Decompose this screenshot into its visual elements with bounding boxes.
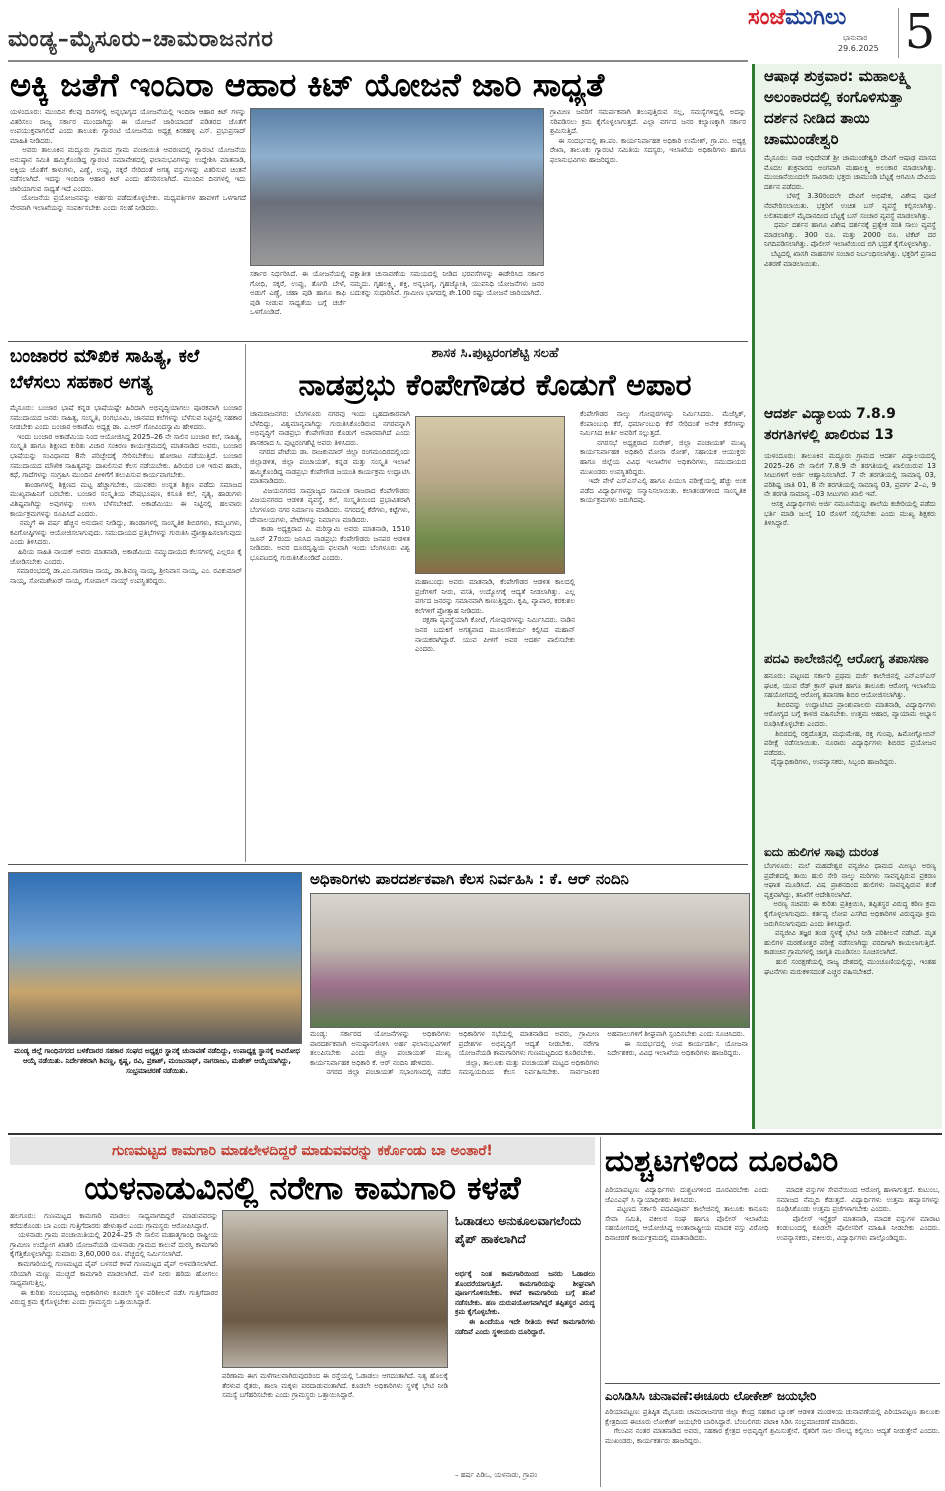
article-3-col1: ಚಾಮರಾಜನಗರ: ಬೆಂಗಳೂರು ನಗರವು ಇಂದು ಬೃಹದಾಕಾರವಾಗಿ ಬೆಳೆದಿದ್ದು, ವಿಶ್ವಮಾನ್ಯವಾಗಿದ್ದು ಗುರುತಿಸಿಕೊಂಡಿರುವ ನಗರವನ್ನಾಗಿ ಅಭಿವೃದ್ಧಿಗೆ ನಾಡಪ್ರಭು ಕೆಂಪೇಗೌಡರ ಕೊಡುಗೆ ಅಪಾರವಾಗಿದೆ ಎಂದು ಶಾಸಕರಾದ ಸಿ. ಪುಟ್ಟರಂಗಶೆಟ್ಟಿ ಅವರು ತಿಳಿಸಿದರು. ನಗರದ ಪೇಟೆಯ ಡಾ. ರಾಜಕುಮಾರ್ ಜಿಲ್ಲಾ ರಂಗಮಂದಿರದಲ್ಲಿಂದು ಜಿಲ್ಲಾಡಳಿತ, ಜಿಲ್ಲಾ ಪಂಚಾಯತ್, ಕನ್ನಡ ಮತ್ತು ಸಂಸ್ಕೃತಿ ಇಲಾಖೆ ಹಮ್ಮಿಕೊಂಡಿದ್ದ ನಾಡಪ್ರಭು ಕೆಂಪೇಗೌಡ ಜಯಂತಿ ಕಾರ್ಯಕ್ರಮ ಉದ್ಘಾಟಿಸಿ ಮಾತನಾಡಿದರು. ವಿಜಯನಗರದ ಸಾಮ್ರಾಜ್ಯದ ಸಾಮಂತ ರಾಜರಾದ ಕೆಂಪೇಗೌಡರು ವಿಜಯನಗರದ ಆಡಳಿತ ವ್ಯವಸ್ಥೆ, ಕಲೆ, ಸಂಸ್ಕೃತಿಯಿಂದ ಪ್ರಭಾವಿತರಾಗಿ ಬೆಂಗಳೂರು ನಗರ ನಿರ್ಮಾಣ ಮಾಡಿದರು. ನಗರದಲ್ಲಿ ಕೆರೆಗಳು, ಕಟ್ಟೆಗಳು, ದೇವಾಲಯಗಳು, ಪೇಟೆಗಳನ್ನು ನಿರ್ಮಾಣ ಮಾಡಿದರು. ಕಾಡಾ ಅಧ್ಯಕ್ಷರಾದ ಪಿ. ಮರಿಸ್ವಾಮಿ ಅವರು ಮಾತನಾಡಿ, 1510 ಜೂನ್ 27ರಂದು ಜನಿಸಿದ ನಾಡಪ್ರಭು ಕೆಂಪೇಗೌಡರು ಜನಪರ ಆಡಳಿತ ನೀಡಿದರು. ಅವರ ದೂರದೃಷ್ಟಿಯ ಫಲವಾಗಿ ಇಂದು ಬೆಂಗಳೂರು ವಿಶ್ವ ಭೂಪಟದಲ್ಲಿ ಗುರುತಿಸಿಕೊಂಡಿದೆ ಎಂದರು. <box>250 410 410 562</box>
header-divider <box>8 60 748 62</box>
column-divider <box>245 344 246 862</box>
article-3-col3: ಕೆಂಪೇಗೌಡರ ನಾಲ್ಕು ಗೋಪುರಗಳನ್ನು ನಿರ್ಮಿಸಿದರು. ಮೆಜೆಸ್ಟಿಕ್, ಕೆಂಪಾಂಬುಧಿ ಕೆರೆ, ಧರ್ಮಾಂಬುಧಿ ಕೆರೆ ಸೇರಿದಂತೆ ಅನೇಕ ಕೆರೆಗಳನ್ನು ನಿರ್ಮಿಸಿದ ಕೀರ್ತಿ ಅವರಿಗೆ ಸಲ್ಲುತ್ತದೆ. ನಗರಸಭೆ ಅಧ್ಯಕ್ಷರಾದ ಸುರೇಶ್, ಜಿಲ್ಲಾ ಪಂಚಾಯತ್ ಮುಖ್ಯ ಕಾರ್ಯನಿರ್ವಾಹಕ ಅಧಿಕಾರಿ ಮೋನಾ ರೋತ್, ಸಹಾಯಕ ಆಯುಕ್ತರು ಹಾಗೂ ಜಿಲ್ಲೆಯ ವಿವಿಧ ಇಲಾಖೆಗಳ ಅಧಿಕಾರಿಗಳು, ಸಮುದಾಯದ ಮುಖಂಡರು ಉಪಸ್ಥಿತರಿದ್ದರು. ಇದೇ ವೇಳೆ ಎಸ್ಎಸ್ಎಲ್ಸಿ ಹಾಗೂ ಪಿಯುಸಿ ಪರೀಕ್ಷೆಯಲ್ಲಿ ಹೆಚ್ಚು ಅಂಕ ಪಡೆದ ವಿದ್ಯಾರ್ಥಿಗಳನ್ನು ಸನ್ಮಾನಿಸಲಾಯಿತು. ಕಲಾತಂಡಗಳಿಂದ ಸಾಂಸ್ಕೃತಿಕ ಕಾರ್ಯಕ್ರಮಗಳು ಜರುಗಿದವು. <box>580 410 746 505</box>
rail-story-4-headline: ಐದು ಹುಲಿಗಳ ಸಾವು ದುರಂತ <box>764 845 879 859</box>
article-5-banner: ಗುಣಮಟ್ಟದ ಕಾಮಗಾರಿ ಮಾಡಲೇಳದಿದ್ದರೆ ಮಾಡುವವರನ್ನು ಕರ್ಕೊಂಡು ಬಾ ಅಂತಾರೆ! <box>10 1137 595 1165</box>
article-2-body: ಮೈಸೂರು: ಬಂಜಾರ ಭಾಷೆ ಕನ್ನಡ ಭಾಷೆಯಷ್ಟೇ ಹಿರಿದಾಗಿ ಅಭಿವೃದ್ಧಿಯಾಗಲು ಪೂರಕವಾಗಿ ಬಂಜಾರ ಸಮುದಾಯದ ಜನರು ಸಾಹಿತ್ಯ, ಸಂಸ್ಕೃತಿ, ರಂಗಭೂಮಿ, ಜಾನಪದ ಕಲೆಗಳನ್ನು ಬೆಳೆಸುವ ನಿಟ್ಟಿನಲ್ಲಿ ಸಹಕಾರ ನೀಡಬೇಕು ಎಂದು ಬಂಜಾರ ಅಕಾಡೆಮಿ ಅಧ್ಯಕ್ಷ ಡಾ. ಎ.ಆರ್ ಗೋವಿಂದಸ್ವಾಮಿ ಹೇಳಿದರು. ಇಂದು ಬಂಜಾರ ಅಕಾಡೆಮಿಯ ನಿಂದ ಆಯೋಜಿಸಿದ್ದ 2025–26 ನೇ ಸಾಲಿನ ಬಂಜಾರ ಕಲೆ, ಸಾಹಿತ್ಯ, ಸಂಸ್ಕೃತಿ ಹಾಗೂ ಶಿಕ್ಷಣದ ಕುರಿತು ವಿಚಾರ ಸಂಕಿರಣ ಕಾರ್ಯಕ್ರಮದಲ್ಲಿ ಮಾತನಾಡಿದ ಅವರು, ಬಂಜಾರ ಭಾಷೆಯನ್ನು ಸಂವಿಧಾನದ 8ನೇ ಪರಿಚ್ಛೇದಕ್ಕೆ ಸೇರಿಸಬೇಕೆಂಬ ಹೋರಾಟ ನಡೆಯುತ್ತಿದೆ. ಬಂಜಾರ ಸಮುದಾಯದ ಮೌಖಿಕ ಸಾಹಿತ್ಯವನ್ನು ದಾಖಲಿಸುವ ಕೆಲಸ ನಡೆಯಬೇಕು. ಹಿರಿಯರ ಬಳಿ ಇರುವ ಹಾಡು, ಕಥೆ, ಗಾದೆಗಳನ್ನು ಸಂಗ್ರಹಿಸಿ ಮುಂದಿನ ಪೀಳಿಗೆಗೆ ತಲುಪಿಸುವ ಕಾರ್ಯವಾಗಬೇಕು. ತಾಂಡಾಗಳಲ್ಲಿ ಶಿಕ್ಷಣದ ಮಟ್ಟ ಹೆಚ್ಚಾಗಬೇಕು, ಯುವಕರು ಉನ್ನತ ಶಿಕ್ಷಣ ಪಡೆದು ಸಮಾಜದ ಮುಖ್ಯವಾಹಿನಿಗೆ ಬರಬೇಕು. ಬಂಜಾರ ಸಂಸ್ಕೃತಿಯ ವೇಷಭೂಷಣ, ಕಸೂತಿ ಕಲೆ, ನೃತ್ಯ, ಹಾಡುಗಳು ವಿಶಿಷ್ಟವಾಗಿದ್ದು ಅವುಗಳನ್ನು ಉಳಿಸಿ ಬೆಳೆಸಬೇಕಿದೆ. ಅಕಾಡೆಮಿಯು ಈ ನಿಟ್ಟಿನಲ್ಲಿ ಹಲವಾರು ಕಾರ್ಯಕ್ರಮಗಳನ್ನು ರೂಪಿಸಿದೆ ಎಂದರು. ನಮ್ಮಗೆ ಈ ವರ್ಷ ಹೆಚ್ಚಿನ ಅನುದಾನ ನೀಡಿದ್ದು, ತಾಂಡಾಗಳಲ್ಲಿ ಸಾಂಸ್ಕೃತಿಕ ಶಿಬಿರಗಳು, ಕಮ್ಮಟಗಳು, ಕವಿಗೋಷ್ಠಿಗಳನ್ನು ಆಯೋಜಿಸಲಾಗುವುದು. ಸಮುದಾಯದ ಪ್ರತಿಭೆಗಳನ್ನು ಗುರುತಿಸಿ ಪ್ರೋತ್ಸಾಹಿಸಲಾಗುವುದು ಎಂದು ತಿಳಿಸಿದರು. ಹಿರಿಯ ಸಾಹಿತಿ ನಾಯಕ್ ಅವರು ಮಾತನಾಡಿ, ಅಕಾಡೆಮಿಯ ನಮ್ಮುದಾಯದ ಕೆಲಸಗಳಲ್ಲಿ ಎಲ್ಲರೂ ಕೈ ಜೋಡಿಸಬೇಕು ಎಂದರು. ಸಮಾರಂಭದಲ್ಲಿ ಡಾ.ಎಂ.ನಾಗರಾಜ ನಾಯ್ಕ, ಡಾ.ಶಿವಣ್ಣ ನಾಯ್ಕ, ಶ್ರೀನಿವಾಸ ನಾಯ್ಕ, ಎಂ. ರವಿಕುಮಾರ್ ನಾಯ್ಕ, ಸೋಮಶೇಖರ್ ನಾಯ್ಕ, ಗೋಪಾಲ್ ನಾಯ್ಕ್ ಉಪಸ್ಥಿತರಿದ್ದರು. <box>10 404 242 585</box>
section-title: ಮಂಡ್ಯ–ಮೈಸೂರು–ಚಾಮರಾಜನಗರ <box>8 26 274 52</box>
article-3-photo <box>415 416 565 574</box>
page-number: 5 <box>904 4 936 60</box>
election-photo-caption: ಮಂಡ್ಯ ಜಿಲ್ಲೆ ಗಾಂಧಿನಗರದ ಬಳಕೆದಾರರ ಸಹಕಾರ ಸಂಘದ ಅಧ್ಯಕ್ಷರ ಸ್ಥಾನಕ್ಕೆ ಚುನಾವಣೆ ನಡೆದಿದ್ದು, ಉಪಾಧ್ಯಕ್ಷ ಸ್ಥಾನಕ್ಕೆ ಅವಿರೋಧ ಆಯ್ಕೆ ನಡೆಯಿತು. ನಿರ್ದೇಶಕರಾಗಿ ಶಿವಣ್ಣ, ಕೃಷ್ಣ, ರವಿ, ಪ್ರಕಾಶ್, ಮಂಜುನಾಥ್, ನಾಗರಾಜು, ಮಹೇಶ್ ಆಯ್ಕೆಯಾಗಿದ್ದು, ಸಂಭ್ರಮಾಚರಣೆ ನಡೆಯಿತು. <box>14 1047 300 1075</box>
divider <box>605 1383 940 1384</box>
article-6-body: ಪಿರಿಯಾಪಟ್ಟಣ: ವಿದ್ಯಾರ್ಥಿಗಳು ದುಶ್ಚಟಗಳಿಂದ ದೂರವಿರಬೇಕು ಎಂದು ಜೆಎಂಎಫ್ ಸಿ ನ್ಯಾಯಾಧೀಶರು ತಿಳಿಸಿದರು. ಪಟ್ಟಣದ ಸರ್ಕಾರಿ ಪದವಿಪೂರ್ವ ಕಾಲೇಜಿನಲ್ಲಿ ತಾಲೂಕು ಕಾನೂನು ಸೇವಾ ಸಮಿತಿ, ವಕೀಲರ ಸಂಘ ಹಾಗೂ ಪೊಲೀಸ್ ಇಲಾಖೆಯ ಸಹಯೋಗದಲ್ಲಿ ಆಯೋಜಿಸಿದ್ದ ಅಂತಾರಾಷ್ಟ್ರೀಯ ಮಾದಕ ವಸ್ತು ವಿರೋಧಿ ದಿನಾಚರಣೆ ಕಾರ್ಯಕ್ರಮದಲ್ಲಿ ಮಾತನಾಡಿದರು. ಮಾದಕ ವಸ್ತುಗಳ ಸೇವನೆಯಿಂದ ಆರೋಗ್ಯ ಹಾಳಾಗುತ್ತದೆ. ಕುಟುಂಬ, ಸಮಾಜದ ನೆಮ್ಮದಿ ಕೆಡುತ್ತದೆ. ವಿದ್ಯಾರ್ಥಿಗಳು ಉತ್ತಮ ಹವ್ಯಾಸಗಳನ್ನು ರೂಢಿಸಿಕೊಂಡು ಉತ್ತಮ ಪ್ರಜೆಗಳಾಗಬೇಕು ಎಂದರು. ಪೊಲೀಸ್ ಇನ್ಸ್ಪೆಕ್ಟರ್ ಮಾತನಾಡಿ, ಮಾದಕ ವಸ್ತುಗಳ ಮಾರಾಟ ಕಂಡುಬಂದಲ್ಲಿ ಕೂಡಲೇ ಪೊಲೀಸರಿಗೆ ಮಾಹಿತಿ ನೀಡಬೇಕು ಎಂದರು. ಉಪನ್ಯಾಸಕರು, ವಕೀಲರು, ವಿದ್ಯಾರ್ಥಿಗಳು ಪಾಲ್ಗೊಂಡಿದ್ದರು. <box>605 1186 940 1242</box>
article-4-headline: ಅಧಿಕಾರಿಗಳು ಪಾರದರ್ಶಕವಾಗಿ ಕೆಲಸ ನಿರ್ವಹಿಸಿ : ಕೆ. ಆರ್ ನಂದಿನಿ <box>310 870 629 888</box>
rail-story-1-body: ಮೈಸೂರು: ನಾಡ ಅಧಿದೇವತೆ ಶ್ರೀ ಚಾಮುಂಡೇಶ್ವರಿ ದೇವಿಗೆ ಆಷಾಢ ಮಾಸದ ಮೊದಲ ಶುಕ್ರವಾರದ ಅಂಗವಾಗಿ ಮಹಾಲಕ್ಷ್ಮಿ ಅಲಂಕಾರ ಮಾಡಲಾಗಿತ್ತು. ಮುಂಜಾನೆಯಿಂದಲೇ ಸಾವಿರಾರು ಭಕ್ತರು ಚಾಮುಂಡಿ ಬೆಟ್ಟಕ್ಕೆ ಆಗಮಿಸಿ ದೇವಿಯ ದರ್ಶನ ಪಡೆದರು. ಬೆಳಗ್ಗೆ 3.30ರಿಂದಲೇ ದೇವಿಗೆ ಅಭಿಷೇಕ, ವಿಶೇಷ ಪೂಜೆ ನೆರವೇರಿಸಲಾಯಿತು. ಭಕ್ತರಿಗೆ ಉಚಿತ ಬಸ್ ವ್ಯವಸ್ಥೆ ಕಲ್ಪಿಸಲಾಗಿತ್ತು. ಲಲಿತಮಹಲ್ ಮೈದಾನದಿಂದ ಬೆಟ್ಟಕ್ಕೆ ಬಸ್ ಸಂಚಾರ ವ್ಯವಸ್ಥೆ ಮಾಡಲಾಗಿತ್ತು. ಧರ್ಮ ದರ್ಶನ ಹಾಗೂ ವಿಶೇಷ ದರ್ಶನಕ್ಕೆ ಪ್ರತ್ಯೇಕ ಸರತಿ ಸಾಲು ವ್ಯವಸ್ಥೆ ಮಾಡಲಾಗಿತ್ತು. 300 ರೂ. ಮತ್ತು 2000 ರೂ. ಟಿಕೆಟ್ ದರ ನಿಗದಿಪಡಿಸಲಾಗಿತ್ತು. ಪೊಲೀಸ್ ಇಲಾಖೆಯಿಂದ ಬಿಗಿ ಭದ್ರತೆ ಕೈಗೊಳ್ಳಲಾಗಿತ್ತು. ಬೆಟ್ಟದಲ್ಲಿ ಖಾಸಗಿ ವಾಹನಗಳ ಸಂಚಾರ ನಿರ್ಬಂಧಿಸಲಾಗಿತ್ತು. ಭಕ್ತರಿಗೆ ಪ್ರಸಾದ ವಿತರಣೆ ಮಾಡಲಾಯಿತು. <box>764 154 936 268</box>
article-5-sidebar-body: ಅರ್ಧಕ್ಕೆ ನಿಂತ ಕಾಮಗಾರಿಯಿಂದ ಜನರು ಓಡಾಡಲು ತೊಂದರೆಯಾಗುತ್ತಿದೆ. ಕಾಮಗಾರಿಯನ್ನು ಶೀಘ್ರವಾಗಿ ಪೂರ್ಣಗೊಳಿಸಬೇಕು. ಕಳಪೆ ಕಾಮಗಾರಿಯ ಬಗ್ಗೆ ತನಿಖೆ ನಡೆಸಬೇಕು. ಹಣ ದುರುಪಯೋಗವಾಗಿದ್ದರೆ ತಪ್ಪಿತಸ್ಥರ ವಿರುದ್ಧ ಕ್ರಮ ಕೈಗೊಳ್ಳಬೇಕು. ಈ ಹಿಂದೆಯೂ ಇದೇ ರೀತಿಯ ಕಳಪೆ ಕಾಮಗಾರಿಗಳು ನಡೆದಿವೆ ಎಂದು ಸ್ಥಳೀಯರು ದೂರಿದ್ದಾರೆ. <box>455 1270 595 1336</box>
article-5-headline: ಯಳನಾಡುವಿನಲ್ಲಿ ನರೇಗಾ ಕಾಮಗಾರಿ ಕಳಪೆ <box>84 1169 521 1207</box>
divider <box>8 341 748 342</box>
article-6-headline: ದುಶ್ಚಟಗಳಿಂದ ದೂರವಿರಿ <box>605 1144 839 1179</box>
masthead-logo-part2: ಮುಗಿಲು <box>785 4 847 30</box>
rail-story-1-headline: ಆಷಾಢ ಶುಕ್ರವಾರ: ಮಹಾಲಕ್ಷ್ಮಿ ಅಲಂಕಾರದಲ್ಲಿ ಕಂಗೊಳಿಸುತ್ತಾ ದರ್ಶನ ನೀಡಿದ ತಾಯಿ ಚಾಮುಂಡೇಶ್ವರಿ <box>764 67 912 148</box>
article-5-sidebar-signature: – ಹರ್ಷ ಪಿಡಿಒ, ಯಳನಾಡು, ಗ್ರಾಪಂ <box>455 1471 538 1479</box>
article-1-col4: ಗ್ರಾಮೀಣ ಜನರಿಗೆ ಸಮರ್ಪಕವಾಗಿ ತಲುಪುತ್ತಿರುವ ಸಲ್ಲ, ಸಮಸ್ಯೆಗಳಿದ್ದಲ್ಲಿ ಅದನ್ನು ಸರಿಪಡಿಸಲು ಕ್ರಮ ಕೈಗೊಳ್ಳಲಾಗುತ್ತದೆ. ಎಲ್ಲಾ ವರ್ಗದ ಜನರ ಕಲ್ಯಾಣಕ್ಕಾಗಿ ಸರ್ಕಾರ ಶ್ರಮಿಸುತ್ತಿದೆ. ಈ ಸಂದರ್ಭದಲ್ಲಿ ಶಾ.ಪಂ. ಕಾರ್ಯನಿರ್ವಾಹಕ ಅಧಿಕಾರಿ ಉಮೇಶ್, ಗ್ರಾ.ಪಂ. ಅಧ್ಯಕ್ಷ ರೇಖಾ, ತಾಲೂಕು ಗ್ಯಾರಂಟಿ ಸಮಿತಿಯ ಸದಸ್ಯರು, ಇಲಾಖೆಯ ಅಧಿಕಾರಿಗಳು ಹಾಗೂ ಫಲಾನುಭವಿಗಳು ಹಾಜರಿದ್ದರು. <box>550 108 746 164</box>
masthead-divider <box>898 8 899 58</box>
article-4-photo <box>310 893 750 1028</box>
masthead-logo <box>748 4 898 34</box>
article-5-col1: ಹಲಗೂರು: ಗುಣಮಟ್ಟದ ಕಾಮಗಾರಿ ಮಾಡಲು ಸಾಧ್ಯವಾಗದಿದ್ದರೆ ಮಾಡುವವರನ್ನು ಕರೆದುಕೊಂಡು ಬಾ ಎಂದು ಗುತ್ತಿಗೆದಾರರು ಹೇಳುತ್ತಾರೆ ಎಂದು ಗ್ರಾಮಸ್ಥರು ಆರೋಪಿಸಿದ್ದಾರೆ. ಯಳನಾಡು ಗ್ರಾಮ ಪಂಚಾಯಿತಿಯಲ್ಲಿ 2024–25 ನೇ ಸಾಲಿನ ಮಹಾತ್ಮಗಾಂಧಿ ರಾಷ್ಟ್ರೀಯ ಗ್ರಾಮೀಣ ಉದ್ಯೋಗ ಖಾತರಿ ಯೋಜನೆಯಡಿ ಯಳನಾಡು ಗ್ರಾಮದ ಕಾಲುವೆ ದುರಸ್ತಿ ಕಾಮಗಾರಿ ಕೈಗೆತ್ತಿಕೊಳ್ಳಲಾಗಿದ್ದು ಸುಮಾರು 3,60,000 ರೂ. ವೆಚ್ಚದಲ್ಲಿ ನಿರ್ಮಿಸಲಾಗಿದೆ. ಕಾಮಗಾರಿಯಲ್ಲಿ ಗುಣಮಟ್ಟದ ಪೈಪ್ ಬಳಸದೆ ಕಳಪೆ ಗುಣಮಟ್ಟದ ಪೈಪ್ ಅಳವಡಿಸಲಾಗಿದೆ. ಸರಿಯಾಗಿ ಮಣ್ಣು ಮುಚ್ಚದೆ ಕಾಮಗಾರಿ ಮಾಡಲಾಗಿದೆ. ಮಳೆ ನೀರು ಹರಿದು ಹೋಗಲು ಸಾಧ್ಯವಾಗುತ್ತಿಲ್ಲ. ಈ ಕುರಿತು ಸಂಬಂಧಪಟ್ಟ ಅಧಿಕಾರಿಗಳು ಕೂಡಲೇ ಸ್ಥಳ ಪರಿಶೀಲನೆ ನಡೆಸಿ ಗುತ್ತಿಗೆದಾರರ ವಿರುದ್ಧ ಕ್ರಮ ಕೈಗೊಳ್ಳಬೇಕು ಎಂದು ಗ್ರಾಮಸ್ಥರು ಒತ್ತಾಯಿಸಿದ್ದಾರೆ. <box>10 1212 218 1307</box>
article-5-col3: ಪರಿಣಾಮ ಈಗ ಮಳೆಗಾಲವಾಗಿರುವುದರಿಂದ ಈ ರಸ್ತೆಯಲ್ಲಿ ಓಡಾಡಲು ಆಗದಂತಾಗಿದೆ. ನಿತ್ಯ ಹೊಲಕ್ಕೆ ತೆರಳುವ ರೈತರು, ಶಾಲಾ ಮಕ್ಕಳು ಪರದಾಡುವಂತಾಗಿದೆ. ಕೂಡಲೇ ಅಧಿಕಾರಿಗಳು ಸ್ಥಳಕ್ಕೆ ಭೇಟಿ ನೀಡಿ ಸಮಸ್ಯೆ ಬಗೆಹರಿಸಬೇಕು ಎಂದು ಗ್ರಾಮಸ್ಥರು ಒತ್ತಾಯಿಸಿದ್ದಾರೆ. <box>222 1372 448 1400</box>
article-3-headline: ನಾಡಪ್ರಭು ಕೆಂಪೇಗೌಡರ ಕೊಡುಗೆ ಅಪಾರ <box>298 368 692 403</box>
rail-story-4-body: ಬೆಂಗಳೂರು: ಮಲೆ ಮಹದೇಶ್ವರ ವನ್ಯಜೀವಿ ಧಾಮದ ಮೀಣ್ಯಂ ಅರಣ್ಯ ಪ್ರದೇಶದಲ್ಲಿ ತಾಯಿ ಹುಲಿ ಸೇರಿ ನಾಲ್ಕು ಮರಿಗಳು ಸಾವನ್ನಪ್ಪಿರುವ ಪ್ರಕರಣ ಆಘಾತ ಮೂಡಿಸಿದೆ. ವಿಷ ಪ್ರಾಶನದಿಂದ ಹುಲಿಗಳು ಸಾವನ್ನಪ್ಪಿರುವ ಶಂಕೆ ವ್ಯಕ್ತವಾಗಿದ್ದು, ತನಿಖೆಗೆ ಆದೇಶಿಸಲಾಗಿದೆ. ಅರಣ್ಯ ಸಚಿವರು ಈ ಕುರಿತು ಪ್ರತಿಕ್ರಿಯಿಸಿ, ತಪ್ಪಿತಸ್ಥರ ವಿರುದ್ಧ ಕಠಿಣ ಕ್ರಮ ಕೈಗೊಳ್ಳಲಾಗುವುದು. ಕರ್ತವ್ಯ ಲೋಪ ಎಸಗಿದ ಅಧಿಕಾರಿಗಳ ವಿರುದ್ಧವೂ ಕ್ರಮ ಜರುಗಿಸಲಾಗುವುದು ಎಂದು ತಿಳಿಸಿದ್ದಾರೆ. ವನ್ಯಜೀವಿ ತಜ್ಞರ ತಂಡ ಸ್ಥಳಕ್ಕೆ ಭೇಟಿ ನೀಡಿ ಪರಿಶೀಲನೆ ನಡೆಸಿದೆ. ಮೃತ ಹುಲಿಗಳ ಮರಣೋತ್ತರ ಪರೀಕ್ಷೆ ನಡೆಸಲಾಗಿದ್ದು ವರದಿಗಾಗಿ ಕಾಯಲಾಗುತ್ತಿದೆ. ಕಾಡಂಚಿನ ಗ್ರಾಮಗಳಲ್ಲಿ ಜಾಗೃತಿ ಮೂಡಿಸಲು ಸೂಚಿಸಲಾಗಿದೆ. ಹುಲಿ ಸಂರಕ್ಷಣೆಯಲ್ಲಿ ರಾಜ್ಯ ದೇಶದಲ್ಲಿ ಮುಂಚೂಣಿಯಲ್ಲಿದ್ದು, ಇಂತಹ ಘಟನೆಗಳು ಮರುಕಳಿಸದಂತೆ ಎಚ್ಚರ ವಹಿಸಬೇಕಿದೆ. <box>764 862 936 976</box>
column-divider <box>600 1137 601 1487</box>
article-3-col2: ಮಹಾಬಂಧು ಅವರು ಮಾತನಾಡಿ, ಕೆಂಪೇಗೌಡರ ಆಡಳಿತ ಕಾಲದಲ್ಲಿ ಪ್ರಜೆಗಳಿಗೆ ನೀರು, ವಸತಿ, ಉದ್ಯೋಗಕ್ಕೆ ಆದ್ಯತೆ ನೀಡಲಾಗಿತ್ತು. ಎಲ್ಲ ವರ್ಗದ ಜನರನ್ನು ಸಮಾನವಾಗಿ ಕಾಣುತ್ತಿದ್ದರು. ಕೃಷಿ, ವ್ಯಾಪಾರ, ಕರಕುಶಲ ಕಲೆಗಳಿಗೆ ಪ್ರೋತ್ಸಾಹ ನೀಡಿದರು. ರಕ್ಷಣಾ ವ್ಯವಸ್ಥೆಯಾಗಿ ಕೋಟೆ, ಗೋಪುರಗಳನ್ನು ನಿರ್ಮಿಸಿದರು. ನಾಡಿನ ಜನರ ಬದುಕಿಗೆ ಅಗತ್ಯವಾದ ಮೂಲಸೌಕರ್ಯ ಕಲ್ಪಿಸಿದ ಮಹಾನ್ ನಾಯಕರಾಗಿದ್ದಾರೆ. ಯುವ ಪೀಳಿಗೆ ಅವರ ಆದರ್ಶ ಪಾಲಿಸಬೇಕು ಎಂದರು. <box>415 578 575 654</box>
rail-story-2-headline: ಆದರ್ಶ ವಿದ್ಯಾಲಯ 7.8.9 ತರಗತಿಗಳಲ್ಲಿ ಖಾಲಿರುವ 13 <box>764 406 896 443</box>
masthead <box>748 4 898 60</box>
article-7-headline: ಎಂಸಿಡಿಸಿಸಿ ಚುನಾವಣೆ:ಈಚೂರು ಲೋಕೇಶ್ ಜಯಭೇರಿ <box>605 1389 817 1403</box>
masthead-date: 29.6.2025 <box>838 44 879 53</box>
masthead-logo-part1: ಸಂಜೆ <box>748 4 786 30</box>
masthead-day: ಭಾನುವಾರ <box>843 34 868 42</box>
article-1-photo <box>250 108 544 266</box>
article-5-sidebar-headline: ಓಡಾಡಲು ಅನುಕೂಲವಾಗಲೆಂದು ಪೈಪ್ ಹಾಕಲಾಗಿದೆ <box>455 1214 582 1246</box>
article-5-photo <box>222 1210 448 1368</box>
rail-story-3-body: ಹನೂರು: ಪಟ್ಟಣದ ಸರ್ಕಾರಿ ಪ್ರಥಮ ದರ್ಜೆ ಕಾಲೇಜಿನಲ್ಲಿ ಎನ್ಎಸ್ಎಸ್ ಘಟಕ, ಯುವ ರೆಡ್ ಕ್ರಾಸ್ ಘಟಕ ಹಾಗೂ ತಾಲೂಕು ಆರೋಗ್ಯ ಇಲಾಖೆಯ ಸಹಯೋಗದಲ್ಲಿ ಆರೋಗ್ಯ ತಪಾಸಣಾ ಶಿಬಿರ ಆಯೋಜಿಸಲಾಗಿತ್ತು. ಶಿಬಿರವನ್ನು ಉದ್ಘಾಟಿಸಿದ ಪ್ರಾಂಶುಪಾಲರು ಮಾತನಾಡಿ, ವಿದ್ಯಾರ್ಥಿಗಳು ಆರೋಗ್ಯದ ಬಗ್ಗೆ ಕಾಳಜಿ ವಹಿಸಬೇಕು. ಉತ್ತಮ ಆಹಾರ, ವ್ಯಾಯಾಮ ಅಭ್ಯಾಸ ರೂಢಿಸಿಕೊಳ್ಳಬೇಕು ಎಂದರು. ಶಿಬಿರದಲ್ಲಿ ರಕ್ತದೊತ್ತಡ, ಮಧುಮೇಹ, ರಕ್ತ ಗುಂಪು, ಹಿಮೋಗ್ಲೋಬಿನ್ ಪರೀಕ್ಷೆ ನಡೆಸಲಾಯಿತು. ನೂರಾರು ವಿದ್ಯಾರ್ಥಿಗಳು ಶಿಬಿರದ ಪ್ರಯೋಜನ ಪಡೆದರು. ವೈದ್ಯಾಧಿಕಾರಿಗಳು, ಉಪನ್ಯಾಸಕರು, ಸಿಬ್ಬಂದಿ ಹಾಜರಿದ್ದರು. <box>764 672 936 767</box>
rail-story-2-body: ಯಳಂದೂರು: ತಾಲೂಕಿನ ಮದ್ದೂರು ಗ್ರಾಮದ ಆದರ್ಶ ವಿದ್ಯಾಲಯದಲ್ಲಿ 2025–26 ನೇ ಸಾಲಿಗೆ 7.8.9 ನೇ ತರಗತಿಯಲ್ಲಿ ಖಾಲಿಯಿರುವ 13 ಸೀಟುಗಳಿಗೆ ಅರ್ಜಿ ಆಹ್ವಾನಿಸಲಾಗಿದೆ. 7 ನೇ ತರಗತಿಯಲ್ಲಿ ಸಾಮಾನ್ಯ 03, ಪರಿಶಿಷ್ಟ ಜಾತಿ 01, 8 ನೇ ತರಗತಿಯಲ್ಲಿ ಸಾಮಾನ್ಯ 03, ಪ್ರವರ್ಗ 2–ಎ, 9 ನೇ ತರಗತಿ ಸಾಮಾನ್ಯ –03 ಸೀಟುಗಳು ಖಾಲಿ ಇವೆ. ಆಸಕ್ತ ವಿದ್ಯಾರ್ಥಿಗಳು ಅರ್ಜಿ ನಮೂನೆಯನ್ನು ಶಾಲೆಯ ಕಚೇರಿಯಲ್ಲಿ ಪಡೆದು ಭರ್ತಿ ಮಾಡಿ ಜುಲೈ 10 ರೊಳಗೆ ಸಲ್ಲಿಸಬೇಕು ಎಂದು ಮುಖ್ಯ ಶಿಕ್ಷಕರು ತಿಳಿಸಿದ್ದಾರೆ. <box>764 452 936 528</box>
article-7-body: ಪಿರಿಯಾಪಟ್ಟಣ: ಪ್ರತಿಷ್ಠಿತ ಮೈಸೂರು ಚಾಮರಾಜನಗರ ಜಿಲ್ಲಾ ಕೇಂದ್ರ ಸಹಕಾರ ಬ್ಯಾಂಕ್ ಆಡಳಿತ ಮಂಡಳಿಯ ಚುನಾವಣೆಯಲ್ಲಿ ಪಿರಿಯಾಪಟ್ಟಣ ತಾಲೂಕು ಕ್ಷೇತ್ರದಿಂದ ಈಚೂರು ಲೋಕೇಶ್ ಜಯಭೇರಿ ಬಾರಿಸಿದ್ದಾರೆ. ಬೆಂಬಲಿಗರು ಪಟಾಕಿ ಸಿಡಿಸಿ ಸಂಭ್ರಮಾಚರಣೆ ಮಾಡಿದರು. ಗೆಲುವಿನ ನಂತರ ಮಾತನಾಡಿದ ಅವರು, ಸಹಕಾರ ಕ್ಷೇತ್ರದ ಅಭಿವೃದ್ಧಿಗೆ ಶ್ರಮಿಸುತ್ತೇನೆ. ರೈತರಿಗೆ ಸಾಲ ಸೌಲಭ್ಯ ಕಲ್ಪಿಸಲು ಆದ್ಯತೆ ನೀಡುತ್ತೇನೆ ಎಂದರು. ಮುಖಂಡರು, ಕಾರ್ಯಕರ್ತರು ಹಾಜರಿದ್ದರು. <box>605 1408 940 1445</box>
divider <box>8 864 748 865</box>
article-3-kicker: ಶಾಸಕ ಸಿ.ಪುಟ್ಟರಂಗಶೆಟ್ಟಿ ಸಲಹೆ <box>431 346 559 361</box>
article-1-col1: ಯಳಂದೂರು: ಮುಂದಿನ ಕೆಲವು ದಿನಗಳಲ್ಲಿ ಅನ್ನಭಾಗ್ಯದ ಯೋಜನೆಯಲ್ಲಿ ಇಂದಿರಾ ಆಹಾರ ಕಿಟ್ ಗಳನ್ನು ವಿತರಿಸಲು ರಾಜ್ಯ ಸರ್ಕಾರ ಮುಂದಾಗಿದ್ದು ಈ ಯೋಜನೆ ಜಾರಿಯಾದರೆ ಪಡಿತರದ ಜೊತೆಗೆ ಉಪಯುಕ್ತವಾಗಲಿದೆ ಎಂದು ತಾಲೂಕು ಗ್ಯಾರಂಟಿ ಯೋಜನೆಯ ಅಧ್ಯಕ್ಷ ಕಿನಕಹಳ್ಳಿ ಎಸ್. ಪ್ರಭುಪ್ರಸಾದ್ ಮಾಹಿತಿ ನೀಡಿದರು. ಅವರು ತಾಲೂಕಿನ ಮದ್ದೂರು ಗ್ರಾಮದ ಗ್ರಾಮ ಪಂಚಾಯಿತಿ ಆವರಣದಲ್ಲಿ ಗ್ಯಾರಂಟಿ ಯೋಜನೆಯ ಅನುಷ್ಠಾನ ಸಮಿತಿ ಹಮ್ಮಿಕೊಂಡಿದ್ದ ಗ್ಯಾರಂಟಿ ಸಮಾವೇಶದಲ್ಲಿ ಫಲಾನುಭವಿಗಳನ್ನು ಉದ್ದೇಶಿಸಿ ಮಾತನಾಡಿ, ಅಕ್ಕಿಯ ಜೊತೆಗೆ ಕಾಳುಗಳು, ಎಣ್ಣೆ, ಉಪ್ಪು, ಸಕ್ಕರೆ ಸೇರಿದಂತೆ ಅಗತ್ಯ ವಸ್ತುಗಳನ್ನು ವಿತರಿಸುವ ಚಿಂತನೆ ನಡೆಸಲಾಗಿದೆ. ಇದನ್ನು ಇಂದಿರಾ ಆಹಾರ ಕಿಟ್ ಎಂದು ಹೆಸರಿಸಲಾಗಿದೆ. ಮುಂದಿನ ದಿನಗಳಲ್ಲಿ ಇದು ಜಾರಿಯಾಗುವ ಸಾಧ್ಯತೆ ಇದೆ ಎಂದರು. ಯೋಜನೆಯ ಪ್ರಯೋಜನವನ್ನು ಅರ್ಹರು ಪಡೆದುಕೊಳ್ಳಬೇಕು. ಮಧ್ಯವರ್ತಿಗಳ ಹಾವಳಿಗೆ ಒಳಗಾಗದೆ ನೇರವಾಗಿ ಇಲಾಖೆಯನ್ನು ಸಂಪರ್ಕಿಸಬೇಕು ಎಂದು ಸಲಹೆ ನೀಡಿದರು. <box>10 108 246 212</box>
article-2-headline: ಬಂಜಾರರ ಮೌಖಿಕ ಸಾಹಿತ್ಯ, ಕಲೆ ಬೆಳೆಸಲು ಸಹಕಾರ ಅಗತ್ಯ <box>10 346 200 393</box>
election-photo <box>8 872 302 1044</box>
article-1-headline: ಅಕ್ಕಿ ಜತೆಗೆ ಇಂದಿರಾ ಆಹಾರ ಕಿಟ್ ಯೋಜನೆ ಜಾರಿ ಸಾಧ್ಯತೆ <box>10 66 605 104</box>
article-1-col3: ಪಕ್ಷಾತೀತ ಚುನಾವಣೆಯ ಸಮಯದಲ್ಲಿ ನೀಡಿದ ಭರವಸೆಗಳನ್ನು ಈಡೇರಿಸಿದ ಸರ್ಕಾರ ನಮ್ಮದು. ಗೃಹಲಕ್ಷ್ಮಿ, ಶಕ್ತಿ, ಅನ್ನಭಾಗ್ಯ, ಗೃಹಜ್ಯೋತಿ, ಯುವನಿಧಿ ಯೋಜನೆಗಳು ಜನರ ಬದುಕನ್ನು ಸುಧಾರಿಸಿವೆ. ಗ್ರಾಮೀಣ ಭಾಗದಲ್ಲಿ ಶೇ.100 ರಷ್ಟು ಯೋಜನೆ ಜಾರಿಯಾಗಿದೆ. <box>350 270 544 298</box>
rail-story-3-headline: ಪದವಿ ಕಾಲೇಜಿನಲ್ಲಿ ಆರೋಗ್ಯ ತಪಾಸಣಾ <box>764 652 929 667</box>
article-4-body: ಮಂಡ್ಯ: ಸರ್ಕಾರದ ಯೋಜನೆಗಳನ್ನು ಅಧಿಕಾರಿಗಳು ಪಾರದರ್ಶಕವಾಗಿ ಅನುಷ್ಠಾನಗೊಳಿಸಿ ಅರ್ಹ ಫಲಾನುಭವಿಗಳಿಗೆ ತಲುಪಿಸಬೇಕು ಎಂದು ಜಿಲ್ಲಾ ಪಂಚಾಯತ್ ಮುಖ್ಯ ಕಾರ್ಯನಿರ್ವಾಹಕ ಅಧಿಕಾರಿ ಕೆ. ಆರ್ ನಂದಿನಿ ಹೇಳಿದರು. ನಗರದ ಜಿಲ್ಲಾ ಪಂಚಾಯತ್ ಸಭಾಂಗಣದಲ್ಲಿ ನಡೆದ ಅಧಿಕಾರಿಗಳ ಸಭೆಯಲ್ಲಿ ಮಾತನಾಡಿದ ಅವರು, ಗ್ರಾಮೀಣ ಪ್ರದೇಶಗಳ ಅಭಿವೃದ್ಧಿಗೆ ಆದ್ಯತೆ ನೀಡಬೇಕು. ನರೇಗಾ ಯೋಜನೆಯಡಿ ಕಾಮಗಾರಿಗಳು ಗುಣಮಟ್ಟದಿಂದ ಕೂಡಿರಬೇಕು. ಜಿಲ್ಲಾ, ತಾಲೂಕು ಮತ್ತು ಪಂಚಾಯತ್ ಮಟ್ಟದ ಅಧಿಕಾರಿಗಳು ಸಮನ್ವಯದಿಂದ ಕೆಲಸ ನಿರ್ವಹಿಸಬೇಕು. ಸಾರ್ವಜನಿಕರ ಅಹವಾಲುಗಳಿಗೆ ಶೀಘ್ರವಾಗಿ ಸ್ಪಂದಿಸಬೇಕು ಎಂದು ಸೂಚಿಸಿದರು. ಈ ಸಂದರ್ಭದಲ್ಲಿ ಉಪ ಕಾರ್ಯದರ್ಶಿ, ಯೋಜನಾ ನಿರ್ದೇಶಕರು, ವಿವಿಧ ಇಲಾಖೆಯ ಅಧಿಕಾರಿಗಳು ಹಾಜರಿದ್ದರು. <box>310 1030 748 1077</box>
divider <box>8 1133 942 1135</box>
article-1-col2: ಸರ್ಕಾರ ನಿರ್ಧರಿಸಿದೆ. ಈ ಯೋಜನೆಯಲ್ಲಿ ಗೋಧಿ, ಸಕ್ಕರೆ, ಉಪ್ಪು, ತೊಗರಿ ಬೇಳೆ, ಅಡುಗೆ ಎಣ್ಣೆ, ಚಹಾ ಪುಡಿ ಹಾಗೂ ಕಾಫಿ ಪುಡಿ ನೀಡುವ ಸಾಧ್ಯತೆಯ ಬಗ್ಗೆ ಚರ್ಚೆ ಒಳಗೊಂಡಿದೆ. <box>250 270 346 317</box>
